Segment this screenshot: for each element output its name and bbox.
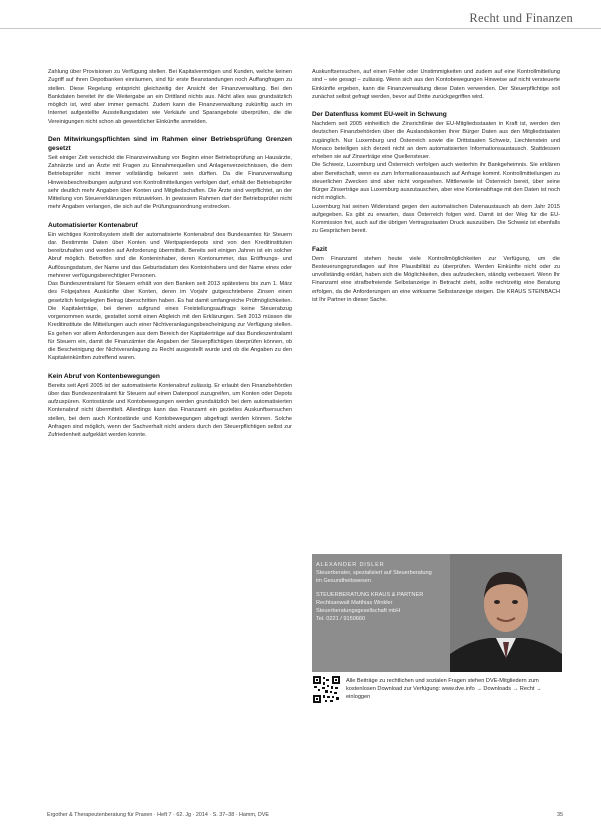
section-heading: Kein Abruf von Kontenbewegungen [48, 372, 160, 380]
section-heading: Fazit [312, 245, 328, 253]
page-number: 35 [557, 812, 563, 818]
article-column-left [48, 68, 292, 439]
author-address-1: Rechtsanwalt Matthias Winkler [316, 600, 393, 606]
author-address-2: Steuerberatungsgesellschaft mbH [316, 608, 401, 614]
download-note: Alle Beiträge zu rechtlichen und sozialen Fragen stehen DVE-Mitgliedern zum kostenlosen Download zur Verfügung: www.dve.info → Downloads → Recht → einloggen [346, 678, 542, 701]
section-heading: Den Mitwirkungspflichten sind im Rahmen einer Betriebsprüfung Grenzen gesetzt [48, 135, 292, 152]
qr-code-icon [313, 676, 340, 703]
footer-citation: Ergother & Therapeutenberatung für Praxen · Heft 7 · 62. Jg · 2014 · S. 37–38 · Hamm, DVE [47, 812, 269, 818]
paragraph: Bereits seit April 2005 ist der automatisierte Kontenabruf zulässig. Er erlaubt den Finanzbehörden über das Bundeszentralamt für Steuern auf einen Datenpool zuzugreifen, um Konten oder Depots aufzuspüren. Kontostände und Kontobewegungen werden grundsätzlich bei dem automatisierten Kontenabruf nicht übermittelt. Allerdings kann das Finanzamt ein gezieltes Auskunftsersuchen stellen, bei dem auch Kontostände und Kontobewegungen abgefragt werden können. Solche Anfragen sind möglich, wenn der Sachverhalt nicht anders durch den Steuerpflichtigen selbst zur Zufriedenheit aufgeklärt werden konnte. [48, 382, 292, 438]
article-column-right [312, 68, 560, 304]
paragraph: Die Schweiz, Luxemburg und Österreich verfolgen auch weiterhin ihr Bankgeheimnis. Sie erklären aber Bereitschaft, wenn es zum Informationsaustausch auf Anfrage kommt. Kontrollmitteilungen zu steuerlichen Zwecken sind aber nicht vorgesehen. Mittlerweile ist Österreich bereit, über seine Bürger Zinserträge aus Luxemburg auszutauschen, aber eine Kontenabfrage mit den Daten ist noch nicht möglich. [312, 162, 560, 202]
header-rule [0, 28, 601, 29]
author-box [312, 554, 562, 672]
author-info [316, 561, 434, 623]
paragraph: Zahlung über Provisionen zu Verfügung stellen. Bei Kapitalvermögen und Kunden, welche keinen Zugriff auf ihren Depotbanken einräumen, sind für erste Beanstandungen noch Auffangfragen zu stellen. Diese Regelung entspricht gleichzeitig der Ansicht der Finanzverwaltung. Bei den Bankdaten bereitet ihr die Weitergabe an ein Drittland nichts aus. Nicht alles was grundsätzlich möglich ist, wird aber immer gemacht. Zudem kann die Finanzverwaltung zukünftig auch im Internet aufgestellte Ausstellungsdaten wie Verkäufe und Sparangebote überprüfen, die die Vereinigungen nicht schon ab gewerblicher Einkünfte anmelden. [48, 69, 292, 125]
paragraph: Nachdem seit 2005 einheitlich die Zinsrichtlinie der EU-Mitgliedsstaaten in Kraft ist, werden den deutschen Finanzbehörden über die Auslandskonten ihrer Bürger Daten aus den Mitgliedstaaten zugänglich. Nur Luxemburg und Österreich sowie die Drittstaaten Schweiz, Liechtenstein und Monaco beteiligen sich derzeit nicht an dem automatisierten Informationsaustausch. Stattdessen erheben sie auf Zinserträge eine Quellensteuer. [312, 121, 560, 160]
page-header [0, 0, 601, 30]
paragraph: Dem Finanzamt stehen heute viele Kontrollmöglichkeiten zur Verfügung, um die Besteuerungsgrundlagen auf ihre Plausibilität zu überprüfen. Werden Einkünfte nicht oder zu unvollständig erklärt, haben sich die Möglichkeiten, dies aufzudecken, ständig verbessert. Wenn Ihr Finanzamt eine strafbefreiende Selbstanzeige in Betracht zieht, sollte rechtzeitig eine Beratung erfolgen, da die Anforderungen an eine wirksame Selbstanzeige steigen. Die KRAUS STEINBACH ist Ihr Partner in dieser Sache. [312, 255, 560, 303]
paragraph: Luxemburg hat seinen Widerstand gegen den automatischen Datenaustausch ab dem Jahr 2015 aufgegeben. Es gibt zu erwarten, dass Österreich folgen wird. Damit ist der Weg für die EU-Kommission frei, auch auf die übrigen Vertragsstaaten Druck auszuüben. Die Schweiz ist ebenfalls zu Gesprächen bereit. [312, 203, 560, 235]
paragraph: Ein wichtiges Kontrollsystem stellt der automatisierte Kontenabruf des Bundesamtes für Steuern dar. Bestimmte Daten über Konten und Wertpapierdepots sind von den Kreditinstituten bereitzuhalten und werden auf Anforderung übermittelt. Bereits seit einigen Jahren ist ein solcher Abruf möglich. Betroffen sind die Konteninhaber, deren Kontonummer, das Eröffnungs- und Auflösungsdatum, der Name und das Geburtsdatum des Kontoinhabers und der Name eines oder mehrerer verfügungsberechtigter Personen. [48, 231, 292, 279]
author-portrait-icon [450, 554, 562, 672]
author-role: Steuerberater, spezialisiert auf Steuerberatung im Gesundheitswesen [316, 570, 432, 584]
author-company: STEUERBERATUNG KRAUS & PARTNER [316, 592, 424, 598]
page-footer [47, 812, 563, 818]
author-phone: Tel. 0221 / 9150660 [316, 616, 366, 622]
section-heading: Automatisierter Kontenabruf [48, 221, 138, 229]
author-name: ALEXANDER DISLER [316, 562, 385, 568]
section-title: Recht und Finanzen [469, 11, 573, 25]
author-photo [450, 554, 562, 672]
section-heading: Der Datenfluss kommt EU-weit in Schwung [312, 111, 447, 118]
paragraph: Auskunftsersuchen, auf einen Fehler oder Unstimmigkeiten und zudem auf eine Kontrollmitteilung sind – wie gesagt – zulässig. Wenn sich aus den Kontobewegungen Hinweise auf nicht versteuerte Einkünfte ergeben, kann die Finanzverwaltung diese Daten verwenden. Der Steuerpflichtige soll zunächst selbst gefragt werden, bevor auf Dritte zurückgegriffen wird. [312, 69, 560, 100]
paragraph: Seit einiger Zeit verschickt die Finanzverwaltung vor Beginn einer Betriebsprüfung an Hausärzte, Zahnärzte und an Ärzte mit Fragen zu Einnahmequellen und Anlagenverzeichnissen, die dem Betriebsprüfer nicht immer vollständig bekannt sein dürften. Da die Finanzverwaltung Hinweisbeschreibungen aufgrund von Kontrollmitteilungen verfolgen darf, erhält der Betriebsprüfer sehr deutlich mehr Angaben über Konten und Mitgliedschaften. Die Ärzte sind verpflichtet, an der Mitteilung von Steuererklärungen mitzuwirken. In gewissem Rahmen darf der Betriebsprüfer nicht mehr Angaben verlangen, die sich auf die Prüfungsanordnung erstrecken. [48, 154, 292, 211]
paragraph: Das Bundeszentralamt für Steuern erhält von den Banken seit 2013 spätestens bis zum 1. März des Folgejahres Auskünfte über Konten, deren im Vorjahr gutgeschriebene Zinsen einen gesetzlich festgelegten Betrag überschritten haben. Es hat damit umfangreiche Prüfmöglichkeiten. Die Kapitalerträge, bei denen aufgrund eines Freistellungsauftrags keine Steuerabzug vorgenommen wurde, gestattet somit einen Abgleich mit den Erklärungen. Seit 2013 müssen die Kreditinstitute die Mitteilungen auch einer Nichtveranlagungsbescheinigung zur Verfügung stellen. Es gehen vor allem Anforderungen aus dem Bereich der Kapitalerträge auf das Bundeszentralamt für Steuern ein, damit die Finanzämter die Angaben der Steuerpflichtigen überprüfen können, ob die Bescheinigung der Nichtveranlagung zu Recht ausgestellt wurde und ob die Angaben zu den Kapitaleinkünften zutreffend waren. [48, 281, 292, 362]
